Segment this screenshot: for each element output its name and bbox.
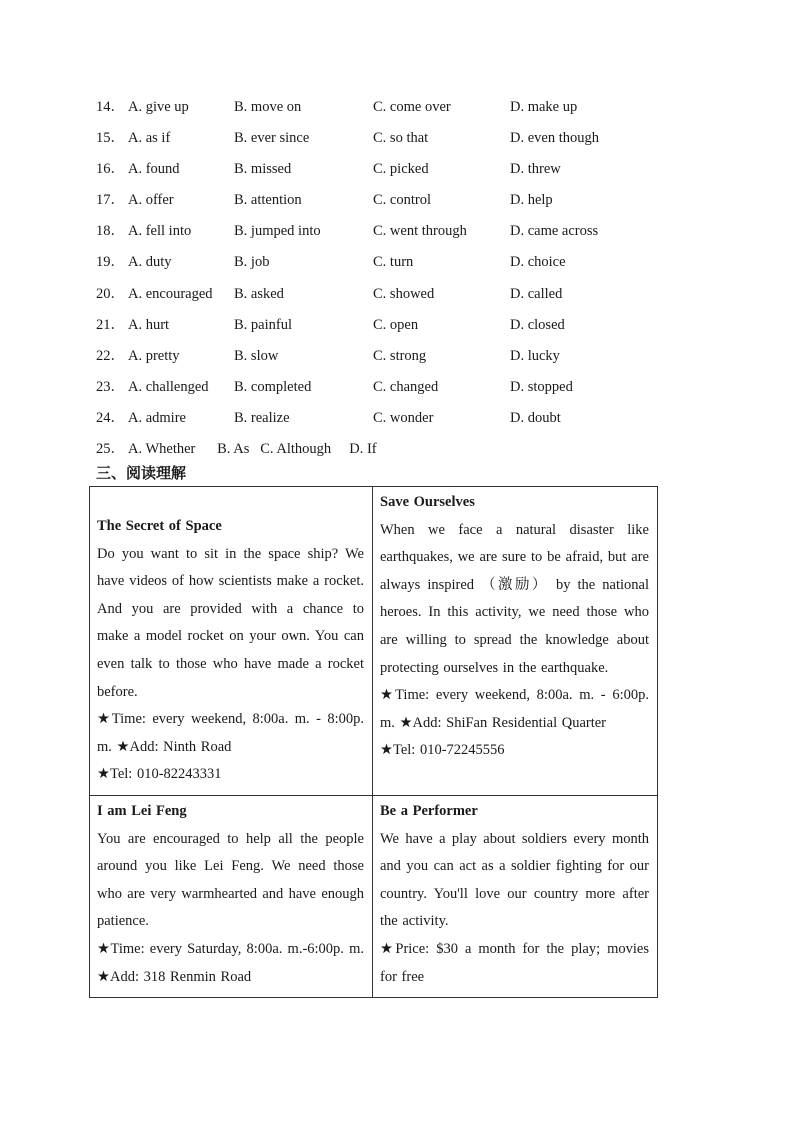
ads-row-2 bbox=[90, 795, 658, 997]
option-b: B. realize bbox=[234, 409, 290, 426]
ad-telephone: ★Tel: 010-82243331 bbox=[97, 766, 222, 783]
ad-title: Be a Performer bbox=[380, 802, 478, 819]
option-b: B. asked bbox=[234, 285, 284, 302]
option-d: D. called bbox=[510, 285, 563, 302]
option-a: A. admire bbox=[128, 409, 186, 426]
ad-telephone: ★Tel: 010-72245556 bbox=[380, 742, 505, 759]
ad-lei-feng bbox=[90, 795, 373, 997]
question-number: 21． bbox=[96, 316, 125, 333]
ad-be-a-performer bbox=[373, 795, 658, 997]
option-c: C. open bbox=[373, 316, 419, 333]
question-number: 22． bbox=[96, 347, 125, 364]
option-a: A. give up bbox=[128, 99, 189, 115]
ad-body: You are encouraged to help all the people around you like Lei Feng. We need those who are very warmhearted and have enough patience. bbox=[97, 830, 364, 930]
question-row-25 bbox=[96, 438, 716, 469]
option-c: C. wonder bbox=[373, 409, 434, 426]
section-heading: 三、阅读理解 bbox=[96, 464, 187, 482]
ad-secret-of-space bbox=[90, 487, 373, 796]
option-d: D. help bbox=[510, 192, 553, 209]
option-d: D. stopped bbox=[510, 378, 573, 395]
question-row-24 bbox=[96, 407, 716, 438]
option-b: B. job bbox=[234, 254, 270, 271]
option-c: C. turn bbox=[373, 254, 414, 271]
option-d: D. threw bbox=[510, 161, 561, 178]
option-b: B. attention bbox=[234, 192, 302, 209]
option-a: A. found bbox=[128, 161, 180, 178]
question-number: 18． bbox=[96, 223, 125, 240]
ad-body: When we face a natural disaster like earthquakes, we are sure to be afraid, but are always inspired （激励） by the national heroes. In this activity, we need those who are willing to spread the knowledge about protecting ourselves in the earthquake. bbox=[380, 521, 649, 676]
question-row-16 bbox=[96, 158, 716, 189]
option-b: B. jumped into bbox=[234, 223, 321, 240]
ad-title: I am Lei Feng bbox=[97, 802, 187, 819]
option-b: B. move on bbox=[234, 99, 302, 115]
question-row-18 bbox=[96, 220, 716, 251]
ad-title: The Secret of Space bbox=[97, 518, 222, 534]
ad-body: We have a play about soldiers every month and you can act as a soldier fighting for our country. You'll love our country more after the activity. bbox=[380, 830, 649, 930]
question-number: 19． bbox=[96, 254, 125, 271]
activity-ads-table bbox=[89, 486, 658, 998]
question-number: 15． bbox=[96, 130, 125, 147]
option-a: A. encouraged bbox=[128, 285, 213, 302]
option-a: A. as if bbox=[128, 130, 171, 147]
option-b: B. ever since bbox=[234, 130, 310, 147]
option-c: C. strong bbox=[373, 347, 427, 364]
ads-row-1 bbox=[90, 487, 658, 796]
question-number: 14． bbox=[96, 99, 125, 115]
option-a: A. duty bbox=[128, 254, 172, 271]
option-b: B. slow bbox=[234, 347, 279, 364]
option-a: A. hurt bbox=[128, 316, 170, 333]
ad-time-address: ★Time: every weekend, 8:00a. m. - 6:00p. m. ★Add: ShiFan Residential Quarter bbox=[380, 687, 649, 731]
question-row-19 bbox=[96, 251, 716, 282]
option-c: C. showed bbox=[373, 285, 435, 302]
question-number: 20． bbox=[96, 285, 125, 302]
option-c: C. changed bbox=[373, 378, 439, 395]
question-row-20 bbox=[96, 283, 716, 314]
option-d: D. doubt bbox=[510, 409, 561, 426]
option-b: B. painful bbox=[234, 316, 292, 333]
option-c: C. so that bbox=[373, 130, 429, 147]
ad-price: ★Price: $30 a month for the play; movies for free bbox=[380, 940, 649, 985]
question-row-17 bbox=[96, 189, 716, 220]
ad-title: Save Ourselves bbox=[380, 494, 475, 510]
question-number: 16． bbox=[96, 161, 125, 178]
option-b: B. completed bbox=[234, 378, 312, 395]
question-25-options: A. Whether B. As C. Although D. If bbox=[128, 441, 377, 458]
option-c: C. control bbox=[373, 192, 431, 209]
ad-time-address: ★Time: every weekend, 8:00a. m. - 8:00p. m. ★Add: Ninth Road bbox=[97, 711, 364, 755]
question-number: 23． bbox=[96, 378, 125, 395]
option-d: D. closed bbox=[510, 316, 565, 333]
question-list bbox=[96, 96, 716, 469]
question-row-23 bbox=[96, 376, 716, 407]
ad-save-ourselves bbox=[373, 487, 658, 796]
option-d: D. came across bbox=[510, 223, 599, 240]
ad-body: Do you want to sit in the space ship? We have videos of how scientists make a rocket. And you are provided with a chance to make a model rocket on your own. You can even talk to those who have made a rocket before. bbox=[97, 545, 364, 700]
option-c: C. come over bbox=[373, 99, 451, 115]
option-c: C. went through bbox=[373, 223, 467, 240]
question-row-15 bbox=[96, 127, 716, 158]
question-number: 17． bbox=[96, 192, 125, 209]
option-d: D. choice bbox=[510, 254, 566, 271]
option-a: A. fell into bbox=[128, 223, 192, 240]
option-a: A. challenged bbox=[128, 378, 209, 395]
option-c: C. picked bbox=[373, 161, 429, 178]
option-d: D. even though bbox=[510, 130, 599, 147]
ad-time-address: ★Time: every Saturday, 8:00a. m.-6:00p. m. ★Add: 318 Renmin Road bbox=[97, 940, 364, 985]
option-d: D. lucky bbox=[510, 347, 560, 364]
question-number: 24． bbox=[96, 409, 125, 426]
option-a: A. offer bbox=[128, 192, 174, 209]
question-row-22 bbox=[96, 345, 716, 376]
option-b: B. missed bbox=[234, 161, 292, 178]
option-a: A. pretty bbox=[128, 347, 180, 364]
option-d: D. make up bbox=[510, 99, 578, 115]
question-row-14 bbox=[96, 96, 716, 127]
question-number: 25． bbox=[96, 441, 125, 458]
question-row-21 bbox=[96, 314, 716, 345]
